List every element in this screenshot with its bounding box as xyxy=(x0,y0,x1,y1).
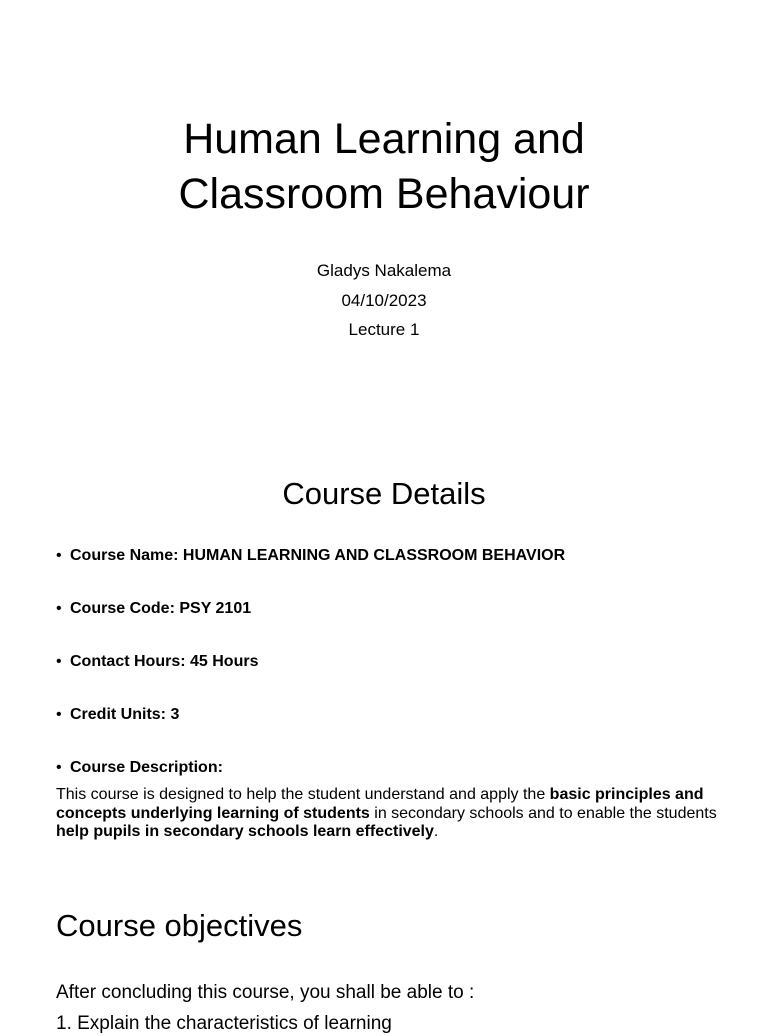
title-line-1: Human Learning and xyxy=(183,115,585,163)
bullet-text: Course Name: HUMAN LEARNING AND CLASSROOM BEHAVIOR xyxy=(70,547,566,564)
title-line-2: Classroom Behaviour xyxy=(178,170,590,218)
description-part-1: This course is designed to help the student understand and apply the xyxy=(56,786,550,803)
bullet-contact-hours xyxy=(56,652,736,705)
description-part-2: in secondary schools and to enable the students xyxy=(369,804,717,822)
slide-course-details xyxy=(0,440,768,880)
course-details-title: Course Details xyxy=(282,476,486,511)
course-objectives-title: Course objectives xyxy=(56,908,303,943)
bullet-dot: • xyxy=(56,600,62,617)
bullet-course-code xyxy=(56,599,736,652)
bullet-dot: • xyxy=(56,653,62,670)
bullet-dot: • xyxy=(56,759,62,776)
presentation-title xyxy=(0,112,768,222)
bullet-text: Contact Hours: 45 Hours xyxy=(70,653,259,670)
lecture-label: Lecture 1 xyxy=(348,320,420,339)
description-bold-1: basic principles and concepts underlying learning of students xyxy=(56,786,704,822)
bullet-text: Credit Units: 3 xyxy=(70,706,180,723)
bullet-dot: • xyxy=(56,706,62,723)
slide-title xyxy=(0,0,768,440)
description-bold-2: help pupils in secondary schools learn effectively xyxy=(56,823,434,840)
subtitle-block xyxy=(0,256,768,345)
course-description-text xyxy=(56,786,736,842)
bullet-text: Course Description: xyxy=(70,759,223,776)
bullet-credit-units xyxy=(56,705,736,758)
bullet-dot: • xyxy=(56,547,62,564)
bullet-course-name xyxy=(56,546,736,599)
author-name: Gladys Nakalema xyxy=(316,261,452,280)
slide-course-objectives xyxy=(0,880,768,1034)
objective-item-1: 1. Explain the characteristics of learning xyxy=(56,1013,392,1034)
course-details-list xyxy=(56,546,736,811)
presentation-date: 04/10/2023 xyxy=(341,290,427,310)
objectives-intro: After concluding this course, you shall be able to : xyxy=(56,982,475,1003)
bullet-text: Course Code: PSY 2101 xyxy=(70,600,252,617)
description-part-3: . xyxy=(433,823,439,840)
